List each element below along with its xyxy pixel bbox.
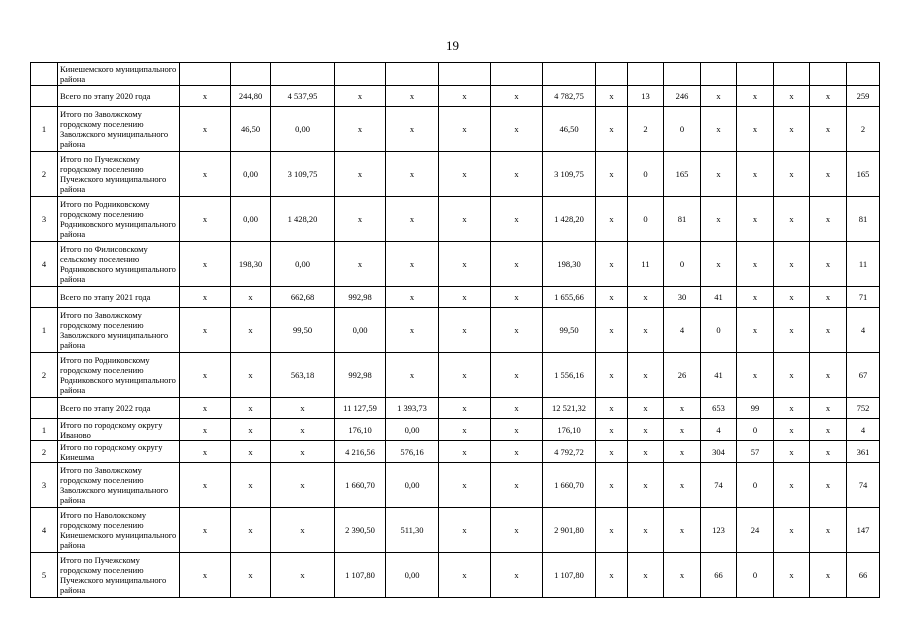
- value-cell: 0,00: [386, 553, 439, 598]
- value-cell: х: [664, 419, 701, 441]
- value-cell: х: [491, 242, 543, 287]
- value-cell: 0: [701, 308, 737, 353]
- value-cell: х: [180, 86, 231, 107]
- value-cell: х: [439, 398, 491, 419]
- value-cell: [701, 63, 737, 86]
- value-cell: х: [335, 197, 386, 242]
- value-cell: х: [386, 86, 439, 107]
- value-cell: х: [774, 553, 810, 598]
- value-cell: х: [180, 152, 231, 197]
- value-cell: х: [664, 508, 701, 553]
- value-cell: х: [810, 287, 847, 308]
- value-cell: 653: [701, 398, 737, 419]
- value-cell: х: [596, 107, 628, 152]
- value-cell: х: [810, 107, 847, 152]
- value-cell: 3 109,75: [271, 152, 335, 197]
- value-cell: х: [774, 441, 810, 463]
- value-cell: 123: [701, 508, 737, 553]
- value-cell: 147: [847, 508, 880, 553]
- value-cell: х: [774, 463, 810, 508]
- value-cell: х: [774, 107, 810, 152]
- value-cell: 176,10: [335, 419, 386, 441]
- value-cell: х: [335, 86, 386, 107]
- value-cell: 30: [664, 287, 701, 308]
- value-cell: 99,50: [543, 308, 596, 353]
- value-cell: 1 660,70: [543, 463, 596, 508]
- value-cell: 662,68: [271, 287, 335, 308]
- value-cell: х: [231, 308, 271, 353]
- value-cell: 4: [847, 308, 880, 353]
- value-cell: х: [596, 86, 628, 107]
- value-cell: х: [774, 419, 810, 441]
- value-cell: 1 655,66: [543, 287, 596, 308]
- value-cell: х: [439, 197, 491, 242]
- row-number-cell: [31, 86, 58, 107]
- value-cell: 0,00: [335, 308, 386, 353]
- value-cell: 1 107,80: [335, 553, 386, 598]
- value-cell: 2: [847, 107, 880, 152]
- value-cell: х: [491, 398, 543, 419]
- value-cell: х: [439, 242, 491, 287]
- value-cell: х: [701, 86, 737, 107]
- value-cell: [386, 63, 439, 86]
- value-cell: х: [701, 242, 737, 287]
- value-cell: х: [596, 508, 628, 553]
- value-cell: [774, 63, 810, 86]
- value-cell: х: [180, 398, 231, 419]
- value-cell: [543, 63, 596, 86]
- value-cell: 246: [664, 86, 701, 107]
- value-cell: 361: [847, 441, 880, 463]
- value-cell: х: [386, 353, 439, 398]
- value-cell: 165: [664, 152, 701, 197]
- value-cell: 198,30: [543, 242, 596, 287]
- value-cell: 0,00: [271, 242, 335, 287]
- value-cell: х: [491, 107, 543, 152]
- value-cell: х: [810, 463, 847, 508]
- value-cell: х: [491, 308, 543, 353]
- value-cell: х: [439, 107, 491, 152]
- row-name-cell: Итого по Заволжскому городскому поселению Заволжского муниципального района: [58, 308, 180, 353]
- value-cell: 0,00: [231, 197, 271, 242]
- value-cell: х: [439, 287, 491, 308]
- value-cell: 259: [847, 86, 880, 107]
- value-cell: х: [737, 197, 774, 242]
- value-cell: х: [701, 107, 737, 152]
- value-cell: 2 901,80: [543, 508, 596, 553]
- value-cell: х: [737, 152, 774, 197]
- value-cell: 81: [664, 197, 701, 242]
- value-cell: х: [180, 441, 231, 463]
- value-cell: [439, 63, 491, 86]
- value-cell: х: [271, 398, 335, 419]
- value-cell: х: [439, 152, 491, 197]
- value-cell: 0: [628, 197, 664, 242]
- row-name-cell: Итого по Наволокскому городскому поселению Кинешемского муниципального района: [58, 508, 180, 553]
- value-cell: 99: [737, 398, 774, 419]
- value-cell: х: [774, 398, 810, 419]
- value-cell: х: [231, 463, 271, 508]
- value-cell: 0: [737, 419, 774, 441]
- table-row: [31, 287, 880, 308]
- value-cell: х: [596, 287, 628, 308]
- table-row: [31, 197, 880, 242]
- table-row: [31, 441, 880, 463]
- value-cell: х: [774, 242, 810, 287]
- value-cell: 46,50: [231, 107, 271, 152]
- value-cell: 2 390,50: [335, 508, 386, 553]
- row-number-cell: 3: [31, 463, 58, 508]
- value-cell: х: [596, 152, 628, 197]
- value-cell: 4 537,95: [271, 86, 335, 107]
- table-row: [31, 86, 880, 107]
- value-cell: х: [774, 152, 810, 197]
- value-cell: х: [491, 152, 543, 197]
- value-cell: [847, 63, 880, 86]
- value-cell: 1 428,20: [271, 197, 335, 242]
- value-cell: 46,50: [543, 107, 596, 152]
- row-name-cell: Всего по этапу 2021 года: [58, 287, 180, 308]
- value-cell: 74: [847, 463, 880, 508]
- value-cell: 0,00: [271, 107, 335, 152]
- value-cell: 11 127,59: [335, 398, 386, 419]
- table-row: [31, 63, 880, 86]
- value-cell: х: [596, 463, 628, 508]
- value-cell: [737, 63, 774, 86]
- value-cell: х: [628, 419, 664, 441]
- value-cell: х: [231, 398, 271, 419]
- value-cell: х: [180, 308, 231, 353]
- value-cell: х: [386, 308, 439, 353]
- value-cell: 4 792,72: [543, 441, 596, 463]
- value-cell: [628, 63, 664, 86]
- value-cell: 3 109,75: [543, 152, 596, 197]
- value-cell: х: [664, 441, 701, 463]
- value-cell: х: [271, 441, 335, 463]
- row-number-cell: 5: [31, 553, 58, 598]
- value-cell: х: [737, 308, 774, 353]
- value-cell: х: [271, 419, 335, 441]
- value-cell: 0,00: [386, 419, 439, 441]
- value-cell: 165: [847, 152, 880, 197]
- value-cell: х: [628, 508, 664, 553]
- page-number: 19: [446, 38, 459, 53]
- row-number-cell: [31, 398, 58, 419]
- value-cell: х: [774, 308, 810, 353]
- value-cell: х: [386, 242, 439, 287]
- value-cell: 992,98: [335, 353, 386, 398]
- row-name-cell: Итого по Родниковскому городскому поселению Родниковского муниципального района: [58, 353, 180, 398]
- value-cell: х: [628, 353, 664, 398]
- value-cell: х: [596, 353, 628, 398]
- row-number-cell: 4: [31, 508, 58, 553]
- value-cell: 13: [628, 86, 664, 107]
- value-cell: х: [231, 508, 271, 553]
- value-cell: х: [774, 508, 810, 553]
- value-cell: х: [231, 287, 271, 308]
- value-cell: 4 216,56: [335, 441, 386, 463]
- value-cell: х: [774, 86, 810, 107]
- value-cell: х: [491, 463, 543, 508]
- value-cell: х: [810, 308, 847, 353]
- value-cell: 1 393,73: [386, 398, 439, 419]
- row-name-cell: Итого по Пучежскому городскому поселению Пучежского муниципального района: [58, 152, 180, 197]
- value-cell: 752: [847, 398, 880, 419]
- value-cell: 4: [664, 308, 701, 353]
- value-cell: х: [180, 242, 231, 287]
- value-cell: х: [596, 242, 628, 287]
- value-cell: х: [439, 463, 491, 508]
- row-name-cell: Итого по Филисовскому сельскому поселению Родниковского муниципального района: [58, 242, 180, 287]
- value-cell: 41: [701, 287, 737, 308]
- table-row: [31, 419, 880, 441]
- row-number-cell: 1: [31, 107, 58, 152]
- value-cell: х: [596, 553, 628, 598]
- value-cell: х: [810, 242, 847, 287]
- value-cell: 4: [847, 419, 880, 441]
- value-cell: х: [810, 353, 847, 398]
- row-number-cell: 2: [31, 152, 58, 197]
- value-cell: 0: [628, 152, 664, 197]
- row-name-cell: Всего по этапу 2022 года: [58, 398, 180, 419]
- value-cell: х: [491, 508, 543, 553]
- value-cell: х: [335, 107, 386, 152]
- value-cell: 1 107,80: [543, 553, 596, 598]
- value-cell: х: [701, 152, 737, 197]
- value-cell: 11: [628, 242, 664, 287]
- value-cell: х: [596, 398, 628, 419]
- value-cell: х: [491, 86, 543, 107]
- value-cell: х: [439, 441, 491, 463]
- table-row: [31, 242, 880, 287]
- value-cell: х: [386, 197, 439, 242]
- value-cell: х: [774, 197, 810, 242]
- value-cell: х: [737, 353, 774, 398]
- value-cell: х: [271, 508, 335, 553]
- value-cell: 2: [628, 107, 664, 152]
- value-cell: х: [491, 287, 543, 308]
- table-row: [31, 553, 880, 598]
- value-cell: [491, 63, 543, 86]
- value-cell: 66: [701, 553, 737, 598]
- table-row: [31, 107, 880, 152]
- value-cell: х: [271, 553, 335, 598]
- value-cell: х: [180, 508, 231, 553]
- value-cell: [180, 63, 231, 86]
- value-cell: 11: [847, 242, 880, 287]
- value-cell: х: [737, 86, 774, 107]
- value-cell: 0: [664, 242, 701, 287]
- row-number-cell: 1: [31, 308, 58, 353]
- table-body: [31, 63, 880, 598]
- value-cell: х: [596, 441, 628, 463]
- value-cell: х: [596, 197, 628, 242]
- value-cell: х: [271, 463, 335, 508]
- value-cell: 992,98: [335, 287, 386, 308]
- value-cell: х: [737, 107, 774, 152]
- table-row: [31, 353, 880, 398]
- row-number-cell: 2: [31, 353, 58, 398]
- value-cell: 304: [701, 441, 737, 463]
- value-cell: х: [628, 553, 664, 598]
- value-cell: х: [180, 419, 231, 441]
- value-cell: х: [180, 353, 231, 398]
- value-cell: [664, 63, 701, 86]
- value-cell: х: [491, 441, 543, 463]
- row-name-cell: Итого по Заволжскому городскому поселению Заволжского муниципального района: [58, 107, 180, 152]
- row-name-cell: Итого по Заволжскому городскому поселению Заволжского муниципального района: [58, 463, 180, 508]
- row-number-cell: 3: [31, 197, 58, 242]
- value-cell: х: [596, 419, 628, 441]
- row-name-cell: Итого по городскому округу Кинешма: [58, 441, 180, 463]
- value-cell: х: [491, 197, 543, 242]
- value-cell: [810, 63, 847, 86]
- value-cell: х: [701, 197, 737, 242]
- value-cell: х: [386, 107, 439, 152]
- value-cell: [271, 63, 335, 86]
- value-cell: 99,50: [271, 308, 335, 353]
- value-cell: 24: [737, 508, 774, 553]
- value-cell: 244,80: [231, 86, 271, 107]
- row-name-cell: Итого по Родниковскому городскому поселению Родниковского муниципального района: [58, 197, 180, 242]
- row-name-cell: Итого по Пучежскому городскому поселению Пучежского муниципального района: [58, 553, 180, 598]
- data-table: [30, 62, 880, 598]
- value-cell: х: [180, 463, 231, 508]
- row-number-cell: 4: [31, 242, 58, 287]
- value-cell: 0: [737, 553, 774, 598]
- value-cell: х: [439, 508, 491, 553]
- value-cell: 176,10: [543, 419, 596, 441]
- value-cell: х: [628, 287, 664, 308]
- value-cell: х: [439, 308, 491, 353]
- value-cell: 71: [847, 287, 880, 308]
- value-cell: х: [439, 553, 491, 598]
- value-cell: х: [180, 553, 231, 598]
- table-row: [31, 398, 880, 419]
- value-cell: х: [491, 419, 543, 441]
- value-cell: х: [335, 242, 386, 287]
- value-cell: х: [810, 86, 847, 107]
- value-cell: х: [439, 86, 491, 107]
- value-cell: 41: [701, 353, 737, 398]
- value-cell: 67: [847, 353, 880, 398]
- value-cell: х: [810, 419, 847, 441]
- table-row: [31, 152, 880, 197]
- value-cell: 576,16: [386, 441, 439, 463]
- value-cell: [231, 63, 271, 86]
- value-cell: 4 782,75: [543, 86, 596, 107]
- value-cell: х: [386, 287, 439, 308]
- value-cell: х: [180, 197, 231, 242]
- value-cell: 511,30: [386, 508, 439, 553]
- row-name-cell: Кинешемского муниципального района: [58, 63, 180, 86]
- value-cell: х: [596, 308, 628, 353]
- value-cell: х: [774, 353, 810, 398]
- row-name-cell: Всего по этапу 2020 года: [58, 86, 180, 107]
- value-cell: 0,00: [386, 463, 439, 508]
- row-number-cell: 1: [31, 419, 58, 441]
- value-cell: х: [628, 463, 664, 508]
- value-cell: 74: [701, 463, 737, 508]
- value-cell: 0: [737, 463, 774, 508]
- value-cell: х: [386, 152, 439, 197]
- value-cell: 57: [737, 441, 774, 463]
- value-cell: х: [628, 398, 664, 419]
- value-cell: х: [335, 152, 386, 197]
- value-cell: х: [231, 553, 271, 598]
- value-cell: х: [737, 242, 774, 287]
- value-cell: 563,18: [271, 353, 335, 398]
- value-cell: х: [810, 441, 847, 463]
- value-cell: х: [180, 287, 231, 308]
- table-row: [31, 308, 880, 353]
- value-cell: х: [810, 197, 847, 242]
- value-cell: 1 428,20: [543, 197, 596, 242]
- value-cell: х: [810, 398, 847, 419]
- value-cell: [335, 63, 386, 86]
- value-cell: 81: [847, 197, 880, 242]
- value-cell: 0,00: [231, 152, 271, 197]
- row-number-cell: [31, 63, 58, 86]
- value-cell: 1 660,70: [335, 463, 386, 508]
- value-cell: х: [628, 308, 664, 353]
- value-cell: х: [180, 107, 231, 152]
- value-cell: х: [774, 287, 810, 308]
- value-cell: 66: [847, 553, 880, 598]
- row-name-cell: Итого по городскому округу Иваново: [58, 419, 180, 441]
- value-cell: х: [664, 553, 701, 598]
- value-cell: х: [737, 287, 774, 308]
- table-row: [31, 508, 880, 553]
- value-cell: х: [439, 419, 491, 441]
- value-cell: х: [810, 152, 847, 197]
- value-cell: 4: [701, 419, 737, 441]
- value-cell: 198,30: [231, 242, 271, 287]
- row-number-cell: 2: [31, 441, 58, 463]
- value-cell: 26: [664, 353, 701, 398]
- row-number-cell: [31, 287, 58, 308]
- value-cell: х: [810, 553, 847, 598]
- value-cell: х: [231, 353, 271, 398]
- value-cell: х: [231, 441, 271, 463]
- value-cell: 12 521,32: [543, 398, 596, 419]
- value-cell: х: [491, 553, 543, 598]
- value-cell: х: [628, 441, 664, 463]
- value-cell: 0: [664, 107, 701, 152]
- value-cell: х: [664, 398, 701, 419]
- value-cell: х: [810, 508, 847, 553]
- value-cell: х: [664, 463, 701, 508]
- value-cell: х: [231, 419, 271, 441]
- value-cell: х: [491, 353, 543, 398]
- value-cell: [596, 63, 628, 86]
- table-row: [31, 463, 880, 508]
- value-cell: х: [439, 353, 491, 398]
- value-cell: 1 556,16: [543, 353, 596, 398]
